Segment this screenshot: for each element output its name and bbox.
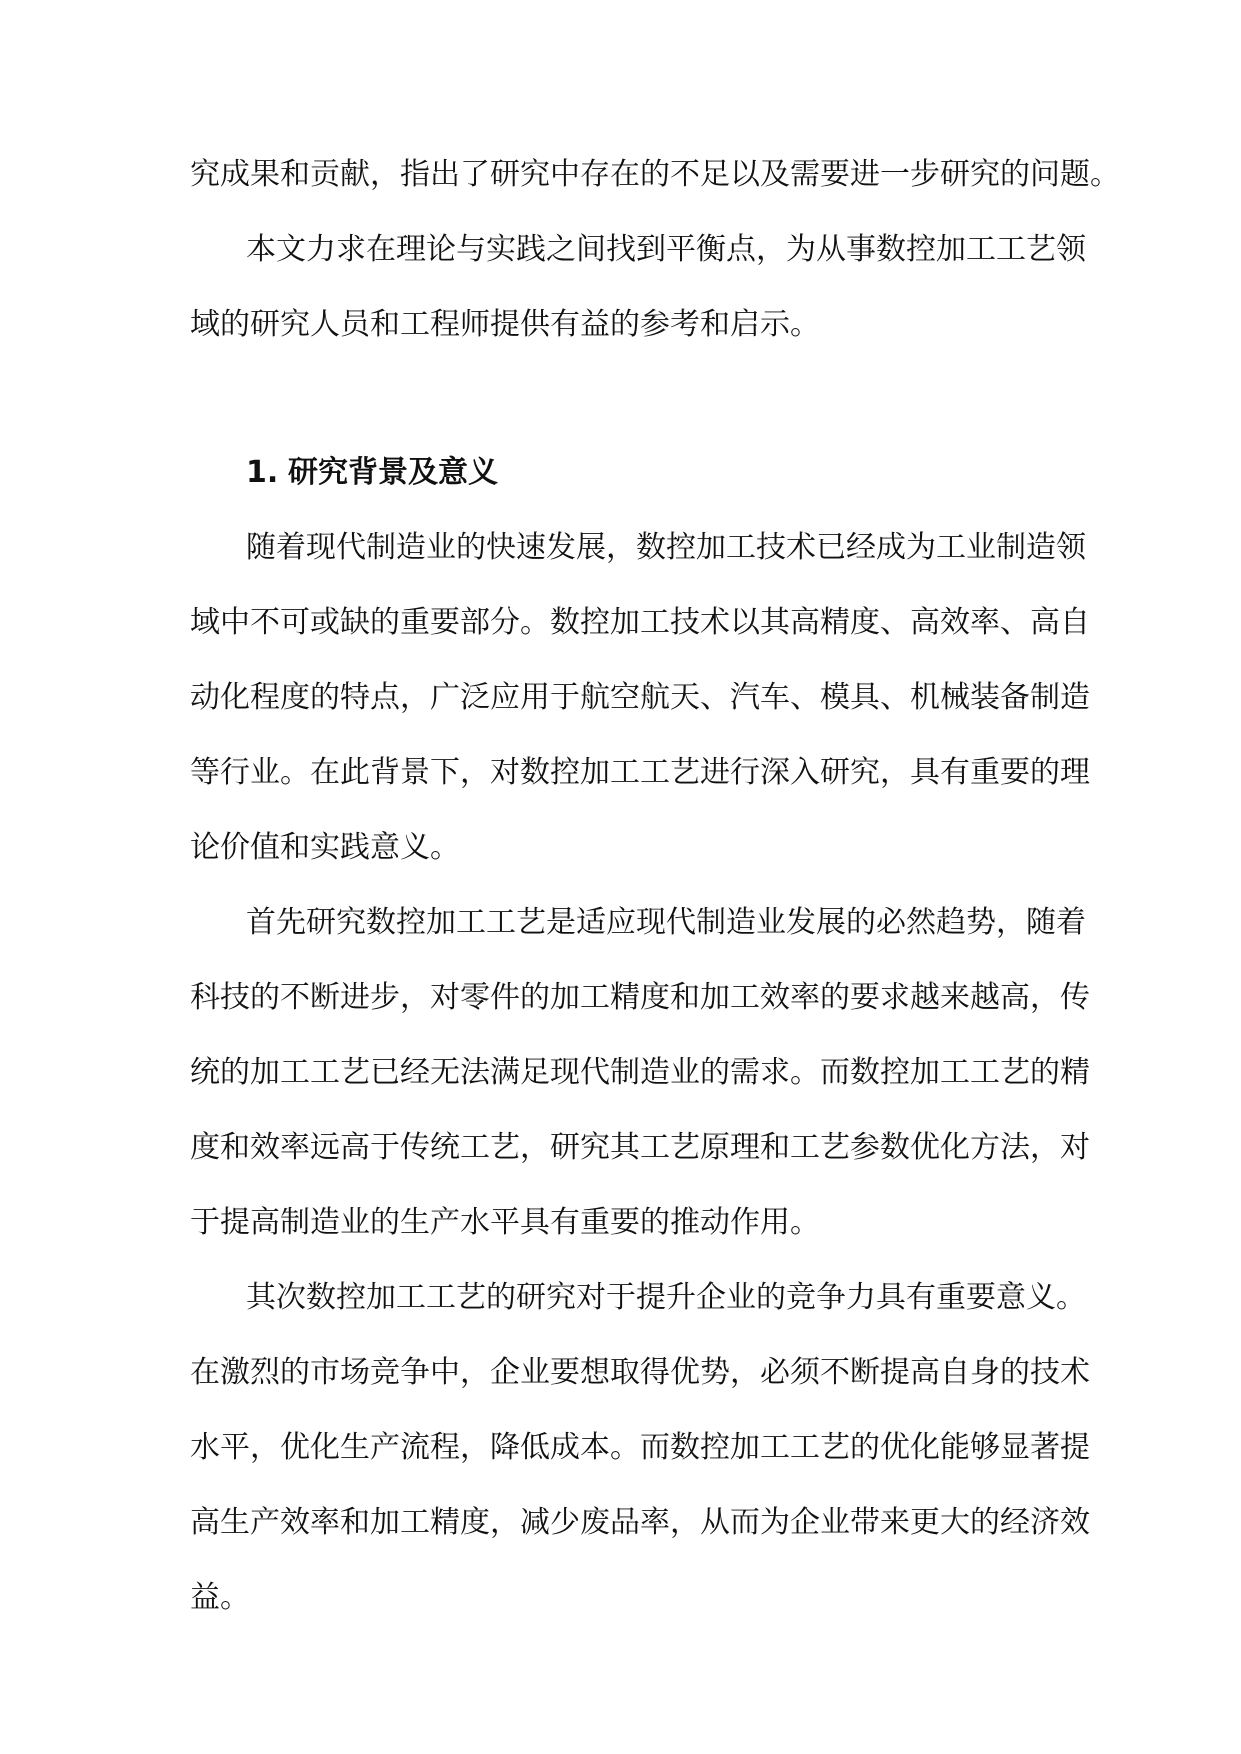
intro-line: 域的研究人员和工程师提供有益的参考和启示。 [190, 307, 820, 342]
paragraph-line: 等行业。在此背景下，对数控加工工艺进行深入研究，具有重要的理 [190, 755, 1090, 790]
paragraph-line: 论价值和实践意义。 [190, 830, 460, 865]
paragraph-line: 度和效率远高于传统工艺，研究其工艺原理和工艺参数优化方法，对 [190, 1130, 1090, 1165]
paragraph-line: 益。 [190, 1580, 250, 1615]
document-body [190, 137, 1120, 1635]
section-number: 1. [246, 455, 279, 490]
paragraph-line: 高生产效率和加工精度，减少废品率，从而为企业带来更大的经济效 [190, 1505, 1090, 1540]
paragraph-line: 随着现代制造业的快速发展，数控加工技术已经成为工业制造领 [246, 530, 1086, 565]
paragraph-line: 首先研究数控加工工艺是适应现代制造业发展的必然趋势，随着 [246, 905, 1086, 940]
section-title: 研究背景及意义 [288, 455, 498, 490]
paragraph-line: 在激烈的市场竞争中，企业要想取得优势，必须不断提高自身的技术 [190, 1355, 1090, 1390]
paragraph-line: 于提高制造业的生产水平具有重要的推动作用。 [190, 1205, 820, 1240]
paragraph-line: 域中不可或缺的重要部分。数控加工技术以其高精度、高效率、高自 [190, 605, 1090, 640]
paragraph-line: 水平，优化生产流程，降低成本。而数控加工工艺的优化能够显著提 [190, 1430, 1090, 1465]
paragraph-line: 科技的不断进步，对零件的加工精度和加工效率的要求越来越高，传 [190, 980, 1090, 1015]
paragraph-line: 统的加工工艺已经无法满足现代制造业的需求。而数控加工工艺的精 [190, 1055, 1090, 1090]
section-spacer [190, 362, 1050, 435]
intro-line: 本文力求在理论与实践之间找到平衡点，为从事数控加工工艺领 [246, 232, 1086, 267]
paragraph-line: 动化程度的特点，广泛应用于航空航天、汽车、模具、机械装备制造 [190, 680, 1090, 715]
paragraph-line: 其次数控加工工艺的研究对于提升企业的竞争力具有重要意义。 [246, 1280, 1086, 1315]
intro-line: 究成果和贡献，指出了研究中存在的不足以及需要进一步研究的问题。 [190, 157, 1120, 192]
section-heading [190, 435, 1050, 510]
